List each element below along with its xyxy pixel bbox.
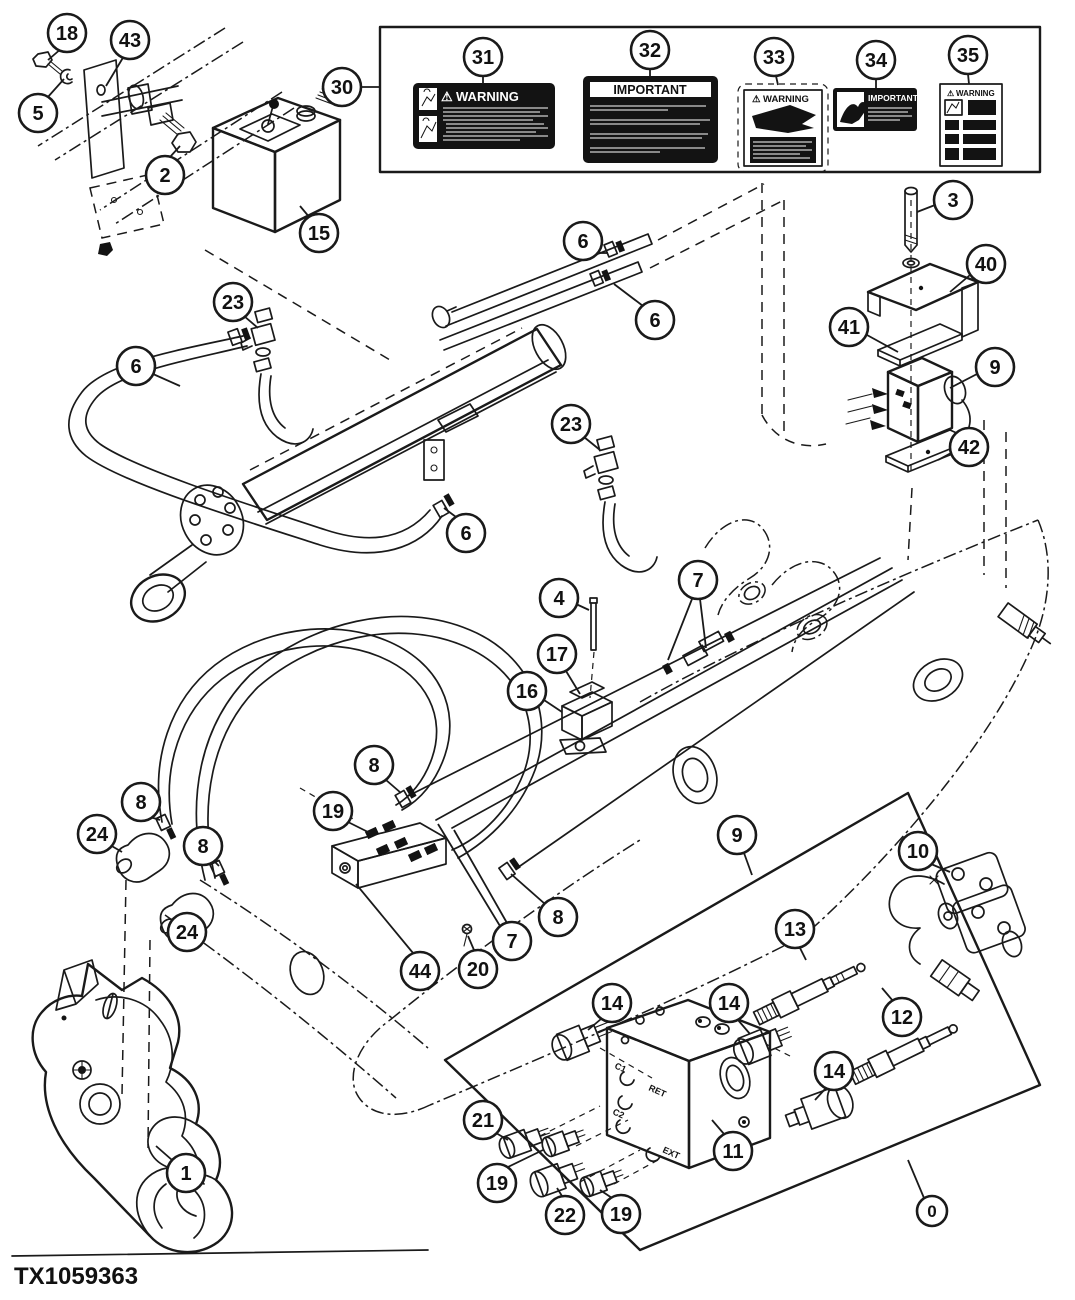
port-c2: C2 <box>611 1106 626 1121</box>
solenoid-coils-10 <box>889 850 1027 1003</box>
callout-35 <box>949 36 987 84</box>
plate-43 <box>84 60 124 178</box>
callout-44 <box>356 884 439 990</box>
callout-19-b <box>600 1190 640 1233</box>
safety-label-32 <box>583 76 718 163</box>
cover-40 <box>868 264 978 337</box>
assembly-axes-dashed <box>122 880 150 1148</box>
callout-16 <box>508 672 562 712</box>
callout-9-right <box>950 348 1014 388</box>
connector-plug <box>931 960 982 1004</box>
bleeder-fitting <box>998 603 1055 651</box>
svg-text:43: 43 <box>118 30 142 52</box>
warning-symbol-icon: ⚠ <box>947 89 955 98</box>
callout-22 <box>546 1188 584 1234</box>
svg-text:24: 24 <box>85 824 109 846</box>
callout-30 <box>323 68 380 106</box>
svg-text:6: 6 <box>577 231 589 253</box>
label-35-header: WARNING <box>956 89 995 98</box>
svg-text:16: 16 <box>515 681 539 703</box>
svg-text:9: 9 <box>989 357 1001 379</box>
check-valve-23-right <box>584 436 657 572</box>
svg-text:30: 30 <box>330 77 354 99</box>
svg-text:11: 11 <box>722 1141 744 1163</box>
elbow-fitting <box>429 304 456 331</box>
quick-coupler-1 <box>33 960 232 1252</box>
warning-symbol-icon: ⚠ <box>441 89 453 104</box>
svg-text:24: 24 <box>175 922 199 944</box>
svg-text:6: 6 <box>649 310 661 332</box>
callout-15 <box>300 206 338 252</box>
svg-text:19: 19 <box>485 1173 509 1195</box>
svg-text:17: 17 <box>545 644 569 666</box>
callout-8-left <box>122 783 160 821</box>
callout-12 <box>882 988 921 1036</box>
callout-0 <box>908 1160 947 1226</box>
svg-text:1: 1 <box>180 1163 192 1185</box>
callout-42 <box>938 428 988 466</box>
safety-label-34 <box>833 88 919 131</box>
callout-10 <box>899 832 950 872</box>
bolt-18 <box>33 52 62 74</box>
callout-8-left2 <box>184 827 222 866</box>
callout-21 <box>464 1101 508 1140</box>
callouts <box>19 14 1014 1234</box>
svg-text:14: 14 <box>822 1061 846 1083</box>
hoses-6-top <box>440 183 826 446</box>
valve-mount-assembly <box>846 188 981 561</box>
control-box-15 <box>213 86 340 232</box>
callout-4 <box>540 579 589 617</box>
svg-text:14: 14 <box>717 993 741 1015</box>
svg-text:4: 4 <box>553 588 565 610</box>
callout-13 <box>776 910 814 960</box>
warning-symbol-icon: ⚠ <box>752 94 761 105</box>
svg-text:6: 6 <box>130 356 142 378</box>
plug-21 <box>497 1122 553 1160</box>
label-33-header: WARNING <box>763 94 809 105</box>
cylinder-clamp <box>424 404 478 480</box>
svg-text:8: 8 <box>368 755 380 777</box>
callout-7-top <box>668 561 717 660</box>
joystick-knob <box>269 99 279 109</box>
svg-text:8: 8 <box>552 907 564 929</box>
cartridge-13 <box>752 957 869 1028</box>
svg-text:19: 19 <box>321 801 345 823</box>
wire-harness <box>889 876 944 964</box>
svg-text:34: 34 <box>864 50 888 72</box>
hose-end-fittings-8 <box>395 785 521 879</box>
label-32-header: IMPORTANT <box>613 83 687 97</box>
svg-text:8: 8 <box>197 836 209 858</box>
svg-text:6: 6 <box>460 523 472 545</box>
tube-clamp-16-17 <box>560 598 612 754</box>
callout-6-top2 <box>614 284 674 339</box>
callout-18 <box>48 14 86 60</box>
callout-31 <box>464 38 502 84</box>
bolt-2 <box>160 113 196 152</box>
callout-34 <box>857 41 895 88</box>
fitting-14-right <box>730 1020 795 1068</box>
svg-text:13: 13 <box>783 919 807 941</box>
callout-5 <box>19 79 64 132</box>
valve-port-labels <box>611 1061 682 1162</box>
drawing-number: TX1059363 <box>14 1263 139 1290</box>
svg-text:33: 33 <box>762 47 786 69</box>
callout-41 <box>830 308 898 352</box>
svg-text:7: 7 <box>692 570 704 592</box>
callout-32 <box>631 31 669 77</box>
label-31-header: WARNING <box>456 89 519 104</box>
svg-text:9: 9 <box>731 825 743 847</box>
label-34-header: IMPORTANT <box>868 93 918 103</box>
callout-43 <box>106 21 149 86</box>
solenoid-valve-9 <box>846 358 970 446</box>
port-ext: EXT <box>661 1144 682 1161</box>
svg-text:21: 21 <box>471 1110 495 1132</box>
tube-union <box>699 631 724 651</box>
svg-text:10: 10 <box>906 841 930 863</box>
svg-text:20: 20 <box>466 959 490 981</box>
elbow-24-upper <box>114 814 176 882</box>
svg-text:44: 44 <box>408 961 432 983</box>
svg-text:41: 41 <box>837 317 861 339</box>
callout-24-left <box>78 815 122 853</box>
svg-text:2: 2 <box>159 165 171 187</box>
svg-text:22: 22 <box>553 1205 577 1227</box>
svg-text:32: 32 <box>638 40 662 62</box>
callout-7-mid <box>438 824 531 960</box>
callout-8-mid <box>355 746 401 793</box>
hydraulic-cylinder <box>123 304 573 631</box>
svg-text:23: 23 <box>221 292 245 314</box>
svg-text:8: 8 <box>135 792 147 814</box>
footer-rule <box>12 1250 428 1256</box>
callout-23-left <box>214 283 258 328</box>
port-ret: RET <box>647 1082 668 1100</box>
callout-6-bottom <box>444 508 485 552</box>
callout-14-plug <box>815 1052 853 1100</box>
cylinder-rod-eye <box>123 545 206 631</box>
safety-label-35 <box>940 84 1002 166</box>
svg-text:12: 12 <box>890 1007 914 1029</box>
svg-text:14: 14 <box>600 993 624 1015</box>
port-c1: C1 <box>613 1060 628 1075</box>
coupler-pictogram-icon <box>752 105 816 133</box>
plug-14-bottom <box>782 1082 858 1137</box>
svg-text:7: 7 <box>506 931 518 953</box>
check-valve-23-left <box>241 308 313 444</box>
safety-label-31 <box>413 83 555 149</box>
svg-text:23: 23 <box>559 414 583 436</box>
svg-text:3: 3 <box>947 190 959 212</box>
svg-text:18: 18 <box>55 23 79 45</box>
callout-24-left2 <box>168 913 206 951</box>
svg-text:0: 0 <box>927 1202 937 1221</box>
safety-label-33 <box>738 84 828 172</box>
callout-23-right <box>552 405 600 450</box>
callout-2 <box>146 146 184 194</box>
plug-19-upper <box>540 1124 588 1158</box>
tube-clamp <box>102 84 182 125</box>
callout-3 <box>917 181 972 219</box>
svg-text:40: 40 <box>974 254 998 276</box>
callout-6-top1 <box>564 222 608 260</box>
svg-text:5: 5 <box>32 103 44 125</box>
svg-text:19: 19 <box>609 1204 633 1226</box>
svg-text:15: 15 <box>307 223 331 245</box>
callout-9-inset <box>718 816 756 875</box>
svg-text:35: 35 <box>956 45 980 67</box>
callout-33 <box>755 38 793 85</box>
callout-19-mid <box>314 792 370 833</box>
svg-text:31: 31 <box>471 47 495 69</box>
svg-text:42: 42 <box>957 437 981 459</box>
